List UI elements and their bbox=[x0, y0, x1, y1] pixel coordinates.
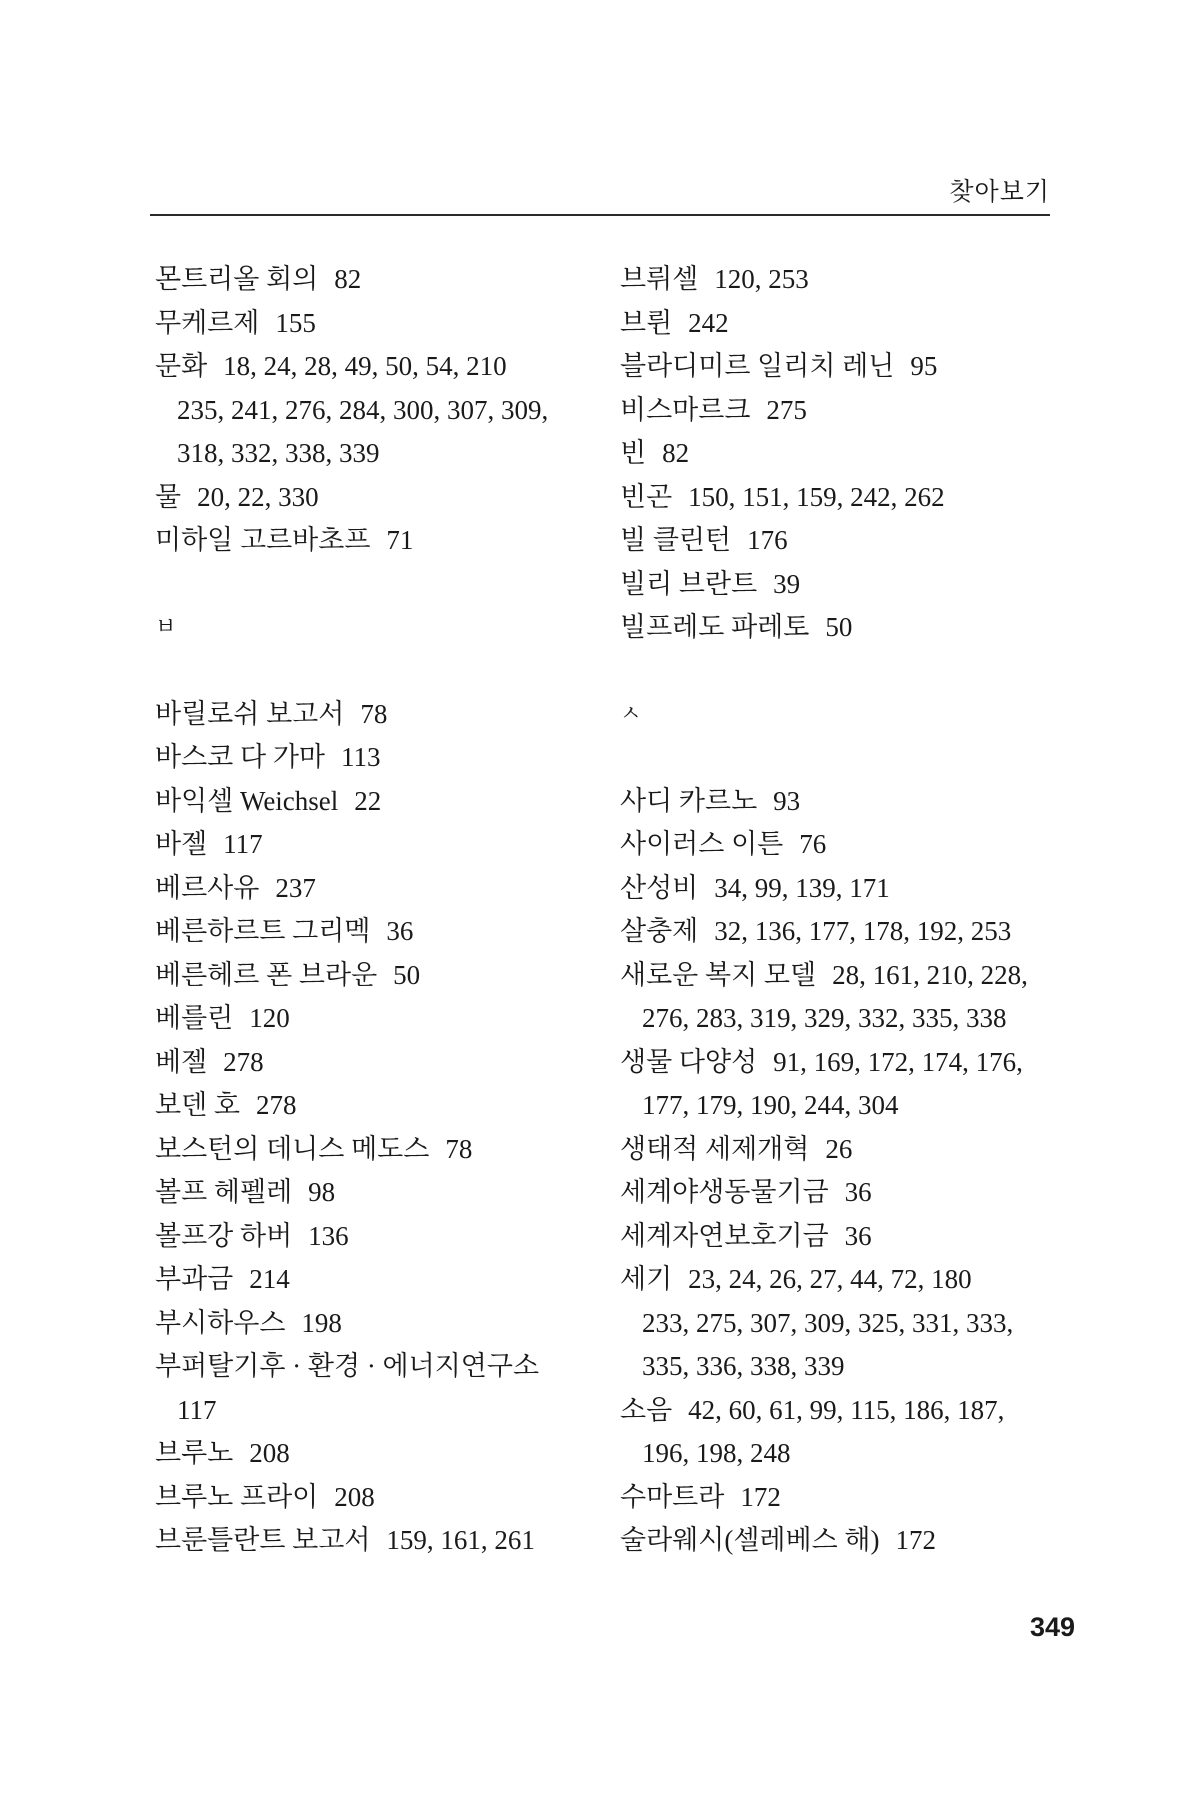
index-page-refs: 36 bbox=[844, 1177, 872, 1207]
index-term: 미하일 고르바초프 bbox=[155, 525, 371, 555]
index-term: 문화 bbox=[155, 351, 208, 381]
index-entry bbox=[155, 1302, 605, 1346]
index-page-refs: 208 bbox=[249, 1438, 290, 1468]
index-page-refs: 39 bbox=[773, 568, 801, 599]
index-page-refs: 242 bbox=[688, 307, 729, 338]
index-page-refs: 172 bbox=[895, 1525, 936, 1555]
index-term: 생태적 세제개혁 bbox=[620, 1133, 810, 1164]
index-page-refs: 278 bbox=[256, 1090, 297, 1120]
index-term: 베젤 bbox=[155, 1046, 208, 1077]
index-term: 바익셀 Weichsel bbox=[155, 785, 339, 816]
index-page-refs: 18, 24, 28, 49, 50, 54, 210 bbox=[223, 351, 507, 381]
index-page-refs: 117 bbox=[223, 829, 263, 859]
index-term: 사이러스 이튼 bbox=[620, 829, 784, 859]
index-entry bbox=[155, 910, 605, 954]
index-page-refs: 93 bbox=[773, 785, 801, 816]
index-term: 바젤 bbox=[155, 829, 208, 859]
index-term: 볼프강 하버 bbox=[155, 1220, 293, 1251]
index-page-refs: 76 bbox=[799, 829, 827, 859]
index-entry bbox=[155, 1084, 605, 1128]
index-term: 산성비 bbox=[620, 872, 699, 903]
index-page-refs: 172 bbox=[740, 1481, 781, 1512]
index-page-refs: 95 bbox=[910, 351, 938, 381]
index-entry bbox=[620, 954, 1090, 1041]
index-term: 물 bbox=[155, 481, 182, 512]
index-term: 세계야생동물기금 bbox=[620, 1177, 829, 1207]
index-term: 바릴로쉬 보고서 bbox=[155, 698, 345, 729]
index-page-refs: 50 bbox=[393, 959, 421, 990]
index-entry bbox=[155, 1258, 605, 1302]
index-entry bbox=[620, 910, 1090, 954]
index-entry bbox=[620, 519, 1090, 563]
index-term: 빌 클린턴 bbox=[620, 525, 732, 555]
index-page-refs: 78 bbox=[445, 1133, 473, 1164]
index-page-refs: 155 bbox=[275, 307, 316, 338]
index-page-refs: 150, 151, 159, 242, 262 bbox=[688, 481, 945, 512]
index-entry bbox=[155, 693, 605, 737]
index-page-refs: 36 bbox=[386, 916, 414, 946]
index-term: 브루노 프라이 bbox=[155, 1481, 319, 1512]
index-page-refs: 237 bbox=[275, 872, 316, 903]
index-entry bbox=[155, 1215, 605, 1259]
index-page-refs: 23, 24, 26, 27, 44, 72, 180 bbox=[688, 1264, 972, 1294]
index-page-refs: 26 bbox=[825, 1133, 853, 1164]
index-term: 생물 다양성 bbox=[620, 1046, 758, 1077]
index-page-refs: 233, 275, 307, 309, 325, 331, 333, bbox=[642, 1307, 1014, 1338]
index-page-refs: 36 bbox=[844, 1220, 872, 1251]
index-page-refs: 34, 99, 139, 171 bbox=[714, 872, 890, 903]
index-page-refs: 78 bbox=[360, 698, 388, 729]
index-entry bbox=[155, 519, 605, 563]
index-entry bbox=[155, 1519, 605, 1563]
index-term: 술라웨시(셀레베스 해) bbox=[620, 1525, 880, 1555]
index-term: 브뤼셀 bbox=[620, 264, 699, 294]
index-term: 브륀 bbox=[620, 307, 673, 338]
index-term: 보덴 호 bbox=[155, 1090, 240, 1120]
index-page-refs: 198 bbox=[301, 1307, 342, 1338]
index-term: 베를린 bbox=[155, 1003, 234, 1033]
index-term: 비스마르크 bbox=[620, 394, 751, 425]
index-term: 사디 카르노 bbox=[620, 785, 758, 816]
index-term: 브룬틀란트 보고서 bbox=[155, 1525, 371, 1555]
index-term: 보스턴의 데니스 메도스 bbox=[155, 1133, 430, 1164]
index-entry bbox=[620, 563, 1090, 607]
index-entry bbox=[620, 1215, 1090, 1259]
index-entry bbox=[620, 780, 1090, 824]
index-entry bbox=[620, 389, 1090, 433]
index-column-right bbox=[620, 258, 1090, 1563]
index-entry bbox=[155, 1345, 605, 1432]
index-entry bbox=[155, 954, 605, 998]
index-term: 부시하우스 bbox=[155, 1307, 286, 1338]
index-page-refs: 32, 136, 177, 178, 192, 253 bbox=[714, 916, 1012, 946]
index-entry bbox=[620, 476, 1090, 520]
index-entry bbox=[620, 1476, 1090, 1520]
index-term: 세계자연보호기금 bbox=[620, 1220, 829, 1251]
page-number: 349 bbox=[1029, 1612, 1075, 1642]
index-page-refs: 335, 336, 338, 339 bbox=[642, 1351, 845, 1381]
index-entry bbox=[620, 302, 1090, 346]
index-term: 바스코 다 가마 bbox=[155, 742, 325, 772]
index-page-refs: 177, 179, 190, 244, 304 bbox=[642, 1090, 899, 1120]
index-term: 브루노 bbox=[155, 1438, 234, 1468]
index-page-refs: 275 bbox=[766, 394, 807, 425]
index-page-refs: 113 bbox=[341, 742, 381, 772]
index-entry bbox=[155, 1128, 605, 1172]
index-entry bbox=[155, 823, 605, 867]
index-entry bbox=[620, 1128, 1090, 1172]
index-term: 빌프레도 파레토 bbox=[620, 612, 810, 642]
index-page-refs: 82 bbox=[662, 438, 690, 468]
index-entry bbox=[155, 1476, 605, 1520]
index-entry bbox=[155, 476, 605, 520]
index-entry bbox=[620, 606, 1090, 650]
index-page-refs: 28, 161, 210, 228, bbox=[832, 959, 1028, 990]
index-page-refs: 120 bbox=[249, 1003, 290, 1033]
index-term: 몬트리올 회의 bbox=[155, 264, 319, 294]
index-page-refs: 196, 198, 248 bbox=[642, 1438, 791, 1468]
index-term: 부과금 bbox=[155, 1264, 234, 1294]
index-page-refs: 98 bbox=[308, 1177, 336, 1207]
index-entry bbox=[620, 258, 1090, 302]
section-letter: ㅅ bbox=[620, 701, 642, 727]
index-page-refs: 82 bbox=[334, 264, 362, 294]
index-page-refs: 176 bbox=[747, 525, 788, 555]
index-entry bbox=[155, 867, 605, 911]
index-term: 살충제 bbox=[620, 916, 699, 946]
index-page-refs: 117 bbox=[177, 1394, 217, 1425]
index-page-refs: 318, 332, 338, 339 bbox=[177, 438, 380, 468]
index-term: 빌리 브란트 bbox=[620, 568, 758, 599]
index-entry bbox=[155, 258, 605, 302]
index-page-refs: 235, 241, 276, 284, 300, 307, 309, bbox=[177, 394, 549, 425]
index-page-refs: 71 bbox=[386, 525, 414, 555]
page-header bbox=[150, 170, 1050, 216]
index-page-refs: 50 bbox=[825, 612, 853, 642]
index-entry bbox=[620, 1041, 1090, 1128]
index-page-refs: 278 bbox=[223, 1046, 264, 1077]
index-page-refs: 276, 283, 319, 329, 332, 335, 338 bbox=[642, 1003, 1007, 1033]
index-term: 세기 bbox=[620, 1264, 673, 1294]
index-entry bbox=[155, 302, 605, 346]
index-term: 베르사유 bbox=[155, 872, 260, 903]
index-term: 베른하르트 그리멕 bbox=[155, 916, 371, 946]
index-entry bbox=[155, 736, 605, 780]
header-title: 찾아보기 bbox=[949, 177, 1050, 206]
index-entry bbox=[620, 1258, 1090, 1389]
index-term: 새로운 복지 모델 bbox=[620, 959, 817, 990]
index-page-refs: 22 bbox=[354, 785, 382, 816]
index-entry bbox=[155, 1432, 605, 1476]
index-term: 부퍼탈기후 · 환경 · 에너지연구소 bbox=[155, 1351, 540, 1381]
index-page-refs: 20, 22, 330 bbox=[197, 481, 319, 512]
index-page-refs: 120, 253 bbox=[714, 264, 809, 294]
index-page-refs: 208 bbox=[334, 1481, 375, 1512]
index-page-refs: 91, 169, 172, 174, 176, bbox=[773, 1046, 1023, 1077]
index-term: 수마트라 bbox=[620, 1481, 725, 1512]
index-page-refs: 136 bbox=[308, 1220, 349, 1251]
index-term: 블라디미르 일리치 레닌 bbox=[620, 351, 895, 381]
index-entry bbox=[155, 1171, 605, 1215]
index-entry bbox=[620, 867, 1090, 911]
index-entry bbox=[620, 432, 1090, 476]
index-page-refs: 159, 161, 261 bbox=[386, 1525, 535, 1555]
index-page-refs: 214 bbox=[249, 1264, 290, 1294]
index-entry bbox=[155, 780, 605, 824]
index-page-refs: 42, 60, 61, 99, 115, 186, 187, bbox=[688, 1394, 1005, 1425]
index-term: 무케르제 bbox=[155, 307, 260, 338]
index-entry bbox=[620, 1389, 1090, 1476]
index-column-left bbox=[155, 258, 605, 1563]
index-entry bbox=[620, 823, 1090, 867]
index-entry bbox=[155, 1041, 605, 1085]
index-entry bbox=[155, 997, 605, 1041]
index-term: 소음 bbox=[620, 1394, 673, 1425]
index-entry bbox=[620, 1519, 1090, 1563]
index-entry bbox=[155, 345, 605, 476]
section-letter: ㅂ bbox=[155, 614, 177, 640]
index-term: 빈곤 bbox=[620, 481, 673, 512]
index-term: 베른헤르 폰 브라운 bbox=[155, 959, 378, 990]
index-entry bbox=[620, 345, 1090, 389]
index-term: 볼프 헤펠레 bbox=[155, 1177, 293, 1207]
index-entry bbox=[620, 1171, 1090, 1215]
index-term: 빈 bbox=[620, 438, 647, 468]
